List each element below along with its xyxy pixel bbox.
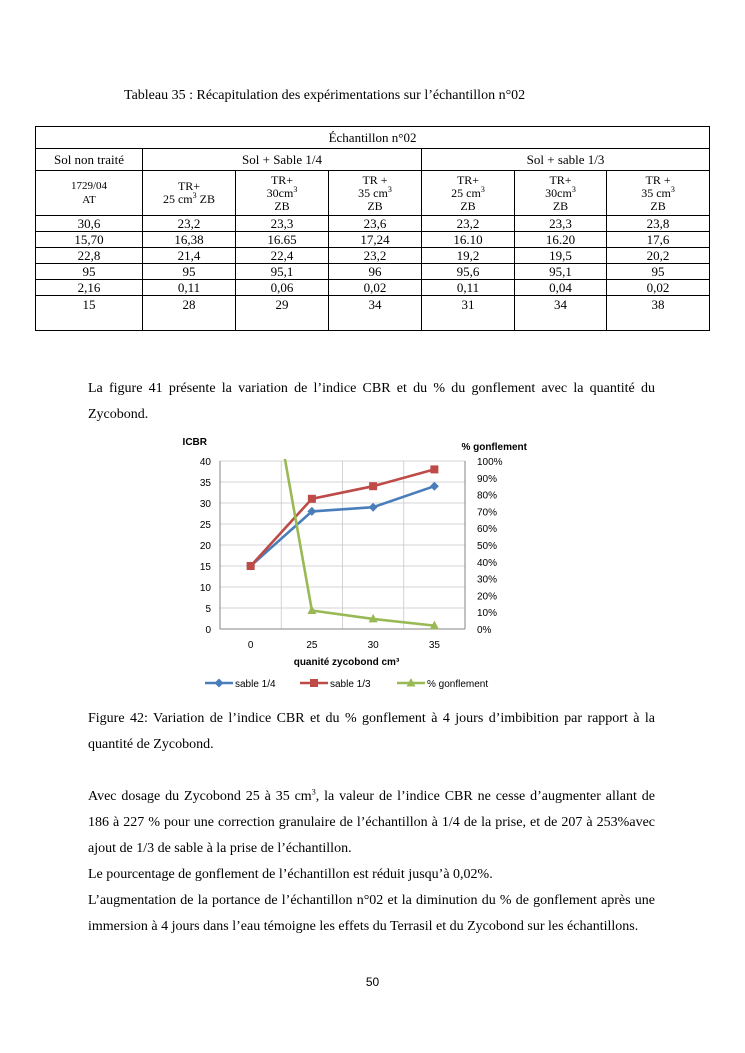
y2-tick-label: 60% bbox=[477, 524, 498, 536]
y-tick-label: 15 bbox=[199, 562, 211, 573]
legend-marker bbox=[215, 679, 224, 688]
y-tick-label: 35 bbox=[199, 478, 211, 489]
x-tick-label: 35 bbox=[428, 640, 440, 651]
x-tick-label: 0 bbox=[247, 640, 254, 651]
table-cell: 15,70 bbox=[36, 232, 143, 248]
table-cell: 38 bbox=[607, 296, 710, 331]
table-cell: 96 bbox=[329, 264, 422, 280]
table-cell: 17,24 bbox=[329, 232, 422, 248]
legend-marker bbox=[310, 679, 318, 687]
legend-label: sable 1/4 bbox=[235, 679, 276, 690]
column-header: TR+ 25 $cm^3$ ZB bbox=[422, 171, 515, 216]
table-cell: 23,2 bbox=[329, 248, 422, 264]
paragraph-conclusion: L’augmentation de la portance de l’échantillon n°02 et la diminution du % de gonflement après une immersion à 4 jours dans l’eau témoigne les effets du Terrasil et du Zycobond sur les échantillons. bbox=[88, 893, 655, 934]
data-point bbox=[369, 503, 378, 512]
table-row bbox=[36, 264, 710, 280]
y-tick-label: 10 bbox=[199, 583, 211, 594]
table-cell: 0,02 bbox=[329, 280, 422, 296]
table-row bbox=[36, 280, 710, 296]
table-cell: 23,8 bbox=[607, 216, 710, 232]
table-cell: 2,16 bbox=[36, 280, 143, 296]
table-cell: 19,5 bbox=[515, 248, 607, 264]
table-cell: 0,11 bbox=[422, 280, 515, 296]
column-header: TR + 35 $cm^3$ ZB bbox=[329, 171, 422, 216]
y2-tick-label: 20% bbox=[477, 591, 498, 603]
table-cell: 16.20 bbox=[515, 232, 607, 248]
icbr-swelling-chart bbox=[175, 432, 545, 694]
table-cell: 95 bbox=[607, 264, 710, 280]
data-point bbox=[308, 495, 316, 503]
table-cell: 21,4 bbox=[143, 248, 236, 264]
y2-tick-label: 80% bbox=[477, 490, 498, 502]
column-header: TR + 35 $cm^3$ ZB bbox=[607, 171, 710, 216]
table-cell: 23,2 bbox=[422, 216, 515, 232]
group-header: Sol + Sable 1/4 bbox=[143, 149, 422, 171]
table-cell: 23,3 bbox=[515, 216, 607, 232]
x-axis-title: quanité zycobond cm³ bbox=[293, 657, 400, 668]
y-axis-title: ICBR bbox=[182, 437, 207, 448]
table-cell: 95,1 bbox=[515, 264, 607, 280]
table-cell: 30,6 bbox=[36, 216, 143, 232]
column-header: TR+ $30cm^3$ ZB bbox=[515, 171, 607, 216]
table-title: Échantillon n°02 bbox=[36, 127, 710, 149]
y2-tick-label: 30% bbox=[477, 574, 498, 586]
table-cell: 95 bbox=[36, 264, 143, 280]
table-row bbox=[36, 232, 710, 248]
data-point bbox=[369, 482, 377, 490]
x-tick-label: 25 bbox=[306, 640, 318, 651]
y2-tick-label: 70% bbox=[477, 507, 498, 519]
table-cell: 95 bbox=[143, 264, 236, 280]
table-cell: 16.65 bbox=[236, 232, 329, 248]
y2-tick-label: 50% bbox=[477, 541, 498, 552]
table-cell: 34 bbox=[515, 296, 607, 331]
legend-label: sable 1/3 bbox=[330, 679, 371, 690]
legend-label: % gonflement bbox=[427, 679, 489, 690]
table-cell: 0,04 bbox=[515, 280, 607, 296]
table-cell: 22,8 bbox=[36, 248, 143, 264]
intro-paragraph: La figure 41 présente la variation de l’indice CBR et du % du gonflement avec la quantité du Zycobond. bbox=[88, 381, 655, 422]
y2-tick-label: 10% bbox=[477, 608, 498, 620]
table-cell: 20,2 bbox=[607, 248, 710, 264]
table-cell: 0,02 bbox=[607, 280, 710, 296]
y2-tick-label: 40% bbox=[477, 557, 498, 569]
column-header: TR+ 25 $cm^3$ ZB bbox=[143, 171, 236, 216]
column-header: TR+ $30cm^3$ ZB bbox=[236, 171, 329, 216]
y-tick-label: 40 bbox=[199, 457, 211, 468]
table-cell: 22,4 bbox=[236, 248, 329, 264]
y2-tick-label: 90% bbox=[477, 473, 498, 485]
table-cell: 0,06 bbox=[236, 280, 329, 296]
table-cell: 17,6 bbox=[607, 232, 710, 248]
y-tick-label: 30 bbox=[199, 499, 211, 510]
y2-tick-label: 100% bbox=[477, 457, 503, 468]
table-cell: 23,3 bbox=[236, 216, 329, 232]
table-cell: 15 bbox=[36, 296, 143, 331]
data-point bbox=[430, 465, 438, 473]
table-cell: 95,6 bbox=[422, 264, 515, 280]
y2-tick-label: 0% bbox=[477, 625, 492, 636]
figure-caption: Figure 42: Variation de l’indice CBR et du % gonflement à 4 jours d’imbibition par rapport à la quantité de Zycobond. bbox=[88, 711, 655, 752]
table-cell: 16.10 bbox=[422, 232, 515, 248]
column-header: 1729/04 AT bbox=[36, 171, 143, 216]
table-cell: 0,11 bbox=[143, 280, 236, 296]
table-cell: 34 bbox=[329, 296, 422, 331]
table-cell: 28 bbox=[143, 296, 236, 331]
table-cell: 31 bbox=[422, 296, 515, 331]
page-number: 50 bbox=[365, 975, 380, 989]
x-tick-label: 30 bbox=[367, 640, 379, 651]
table-cell: 16,38 bbox=[143, 232, 236, 248]
y2-axis-title: % gonflement bbox=[461, 442, 527, 453]
table-row bbox=[36, 216, 710, 232]
y-tick-label: 0 bbox=[205, 625, 211, 636]
group-header: Sol + sable 1/3 bbox=[422, 149, 710, 171]
table-cell: 23,2 bbox=[143, 216, 236, 232]
data-point bbox=[430, 482, 439, 491]
y-tick-label: 5 bbox=[205, 604, 211, 615]
data-point bbox=[247, 562, 255, 570]
table-row bbox=[36, 248, 710, 264]
group-header: Sol non traité bbox=[36, 149, 143, 171]
table-cell: 19,2 bbox=[422, 248, 515, 264]
experiment-table bbox=[35, 126, 710, 331]
table-cell: 95,1 bbox=[236, 264, 329, 280]
paragraph-zycobond: Avec dosage du Zycobond 25 à 35 $cm^3$, la valeur de l’indice CBR ne cesse d’augmenter allant de 186 à 227 % pour une correction granulaire de l’échantillon à 1/4 de la prise, et de 207 à 253%avec ajout de 1/3 de sable à la prise de l’échantillon. bbox=[88, 787, 655, 856]
table-cell: 29 bbox=[236, 296, 329, 331]
y-tick-label: 20 bbox=[199, 541, 211, 552]
table-cell: 23,6 bbox=[329, 216, 422, 232]
table-caption: Tableau 35 : Récapitulation des expérimentations sur l’échantillon n°02 bbox=[124, 88, 526, 103]
y-tick-label: 25 bbox=[199, 520, 211, 531]
table-row bbox=[36, 296, 710, 331]
paragraph-swelling: Le pourcentage de gonflement de l’échantillon est réduit jusqu’à 0,02%. bbox=[88, 867, 493, 882]
